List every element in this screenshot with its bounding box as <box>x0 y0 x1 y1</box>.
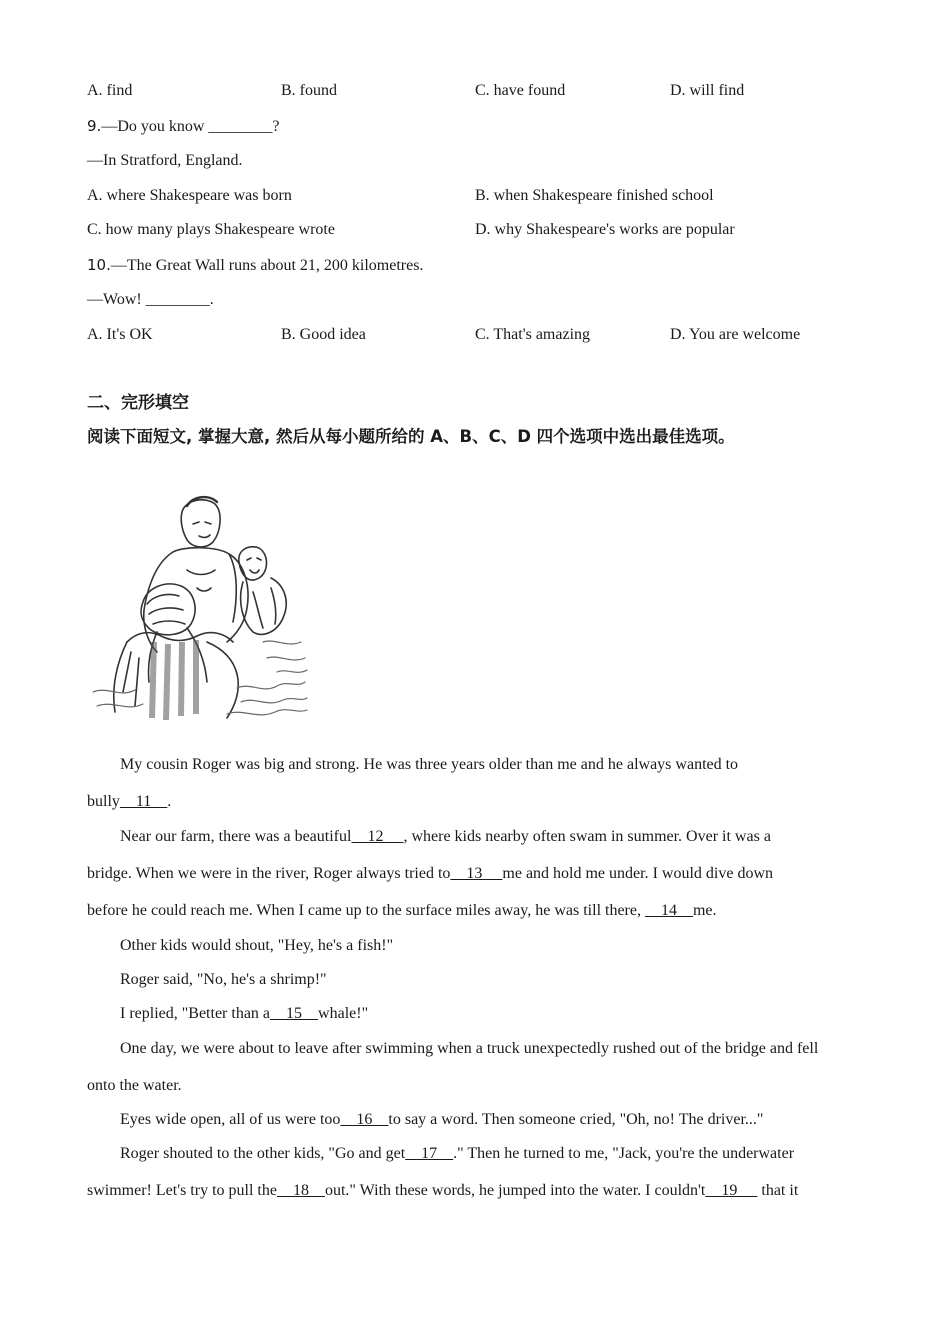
section-instruction: 阅读下面短文, 掌握大意, 然后从每小题所给的 A、B、C、D 四个选项中选出最佳选项。 <box>87 427 735 446</box>
blank-17: 17 <box>405 1145 454 1162</box>
blank-14: 14 <box>644 902 693 919</box>
q8-option-a: A. find <box>87 82 133 99</box>
passage-p6-line2: onto the water. <box>87 1077 182 1094</box>
blank-19: 19 <box>705 1182 758 1199</box>
passage-p2-line1 <box>87 827 771 847</box>
q8-option-c: C. have found <box>475 82 566 99</box>
passage-p8-line1 <box>87 1144 794 1164</box>
passage-p3: Other kids would shout, "Hey, he's a fish!" <box>120 937 394 954</box>
text-segment: Eyes wide open, all of us were too <box>120 1111 341 1128</box>
text-segment: me and hold me under. I would dive down <box>502 865 774 882</box>
text-segment: , where kids nearby often swam in summer. Over it was a <box>403 828 771 845</box>
passage-p1-line2 <box>87 792 171 812</box>
passage-p2-line3 <box>87 901 717 921</box>
q9-option-a: A. where Shakespeare was born <box>87 187 292 204</box>
q9-question-text: —Do you know ________? <box>101 118 280 135</box>
text-segment: I replied, "Better than a <box>120 1005 271 1022</box>
q10-option-d: D. You are welcome <box>670 326 801 343</box>
q10-option-c: C. That's amazing <box>475 326 591 343</box>
text-segment: . <box>167 793 172 810</box>
q9-question <box>87 116 280 137</box>
blank-13: 13 <box>450 865 503 882</box>
q10-question-text: —The Great Wall runs about 21, 200 kilometres. <box>110 257 424 274</box>
text-segment: Near our farm, there was a beautiful <box>120 828 352 845</box>
q9-option-b: B. when Shakespeare finished school <box>475 187 714 204</box>
section-title: 二、完形填空 <box>87 393 189 413</box>
q8-option-b: B. found <box>281 82 337 99</box>
text-segment: bully <box>87 793 120 810</box>
q10-question <box>87 255 423 276</box>
q9-option-d: D. why Shakespeare's works are popular <box>475 221 735 238</box>
passage-p5 <box>87 1004 368 1024</box>
blank-18: 18 <box>276 1182 325 1199</box>
text-segment: whale!" <box>318 1005 369 1022</box>
text-segment: swimmer! Let's try to pull the <box>87 1182 277 1199</box>
blank-15: 15 <box>270 1005 319 1022</box>
passage-p2-line2 <box>87 864 773 884</box>
passage-p7 <box>87 1110 763 1130</box>
passage-p1-line1: My cousin Roger was big and strong. He was three years older than me and he always wanted to <box>120 756 739 773</box>
passage-p8-line2 <box>87 1181 798 1201</box>
blank-12: 12 <box>351 828 404 845</box>
text-segment: out." With these words, he jumped into the water. I couldn't <box>324 1182 706 1199</box>
rescue-illustration <box>87 492 309 724</box>
q9-option-c: C. how many plays Shakespeare wrote <box>87 221 335 238</box>
passage-p6-line1: One day, we were about to leave after swimming when a truck unexpectedly rushed out of the bridge and fell <box>120 1040 819 1057</box>
q8-option-d: D. will find <box>670 82 745 99</box>
q9-answer: —In Stratford, England. <box>87 152 243 169</box>
q10-number: 10. <box>87 256 111 274</box>
text-segment: me. <box>692 902 717 919</box>
text-segment: bridge. When we were in the river, Roger always tried to <box>87 865 451 882</box>
blank-16: 16 <box>340 1111 389 1128</box>
blank-11: 11 <box>119 793 168 810</box>
text-segment: before he could reach me. When I came up to the surface miles away, he was till there, <box>87 902 645 919</box>
q9-number: 9. <box>87 117 102 135</box>
q10-option-a: A. It's OK <box>87 326 153 343</box>
text-segment: that it <box>757 1182 799 1199</box>
text-segment: ." Then he turned to me, "Jack, you're the underwater <box>453 1145 795 1162</box>
text-segment: Roger shouted to the other kids, "Go and get <box>120 1145 406 1162</box>
text-segment: to say a word. Then someone cried, "Oh, no! The driver..." <box>388 1111 764 1128</box>
q10-option-b: B. Good idea <box>281 326 366 343</box>
q10-answer: —Wow! ________. <box>87 291 214 308</box>
passage-p4: Roger said, "No, he's a shrimp!" <box>120 971 327 988</box>
